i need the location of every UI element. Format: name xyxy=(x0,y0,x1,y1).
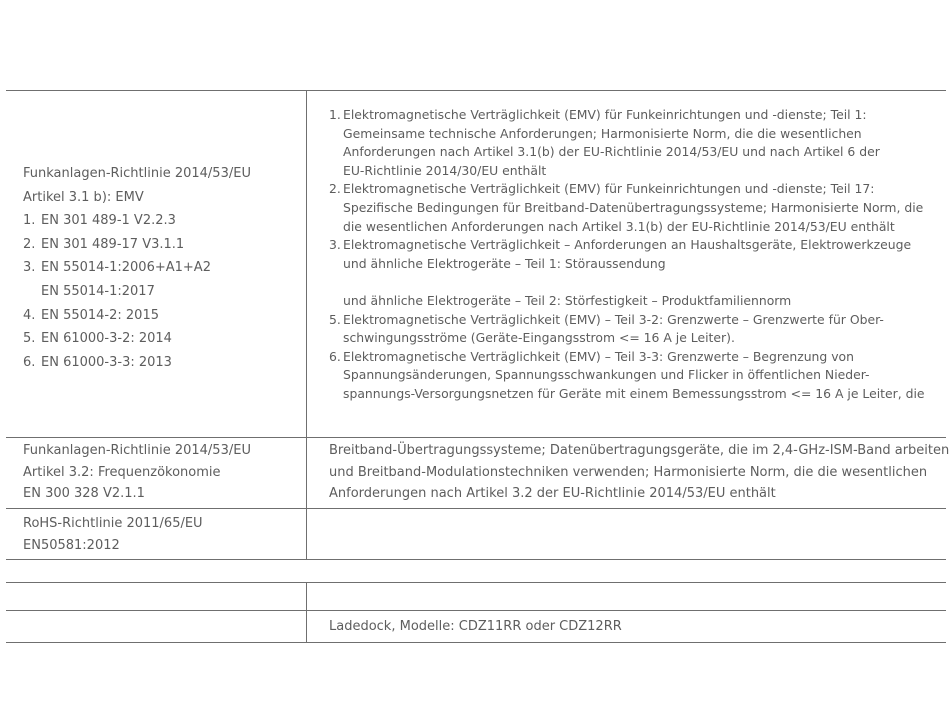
emv-standards-cell xyxy=(23,162,293,374)
list-item: EN 55014-1:2017 xyxy=(41,283,155,299)
emv-directive: Funkanlagen-Richtlinie 2014/53/EU xyxy=(23,166,251,181)
radio-standard: EN 300 328 V2.1.1 xyxy=(23,486,145,501)
emv-standards-list xyxy=(23,209,293,374)
list-item: 5. Elektromagnetische Verträglichkeit (EMV) – Teil 3-2: Grenzwerte – Grenzwerte für Ober- schwingungsströme (Geräte-Eingangsstrom <= 16 A je Leiter). xyxy=(329,311,884,346)
list-item: 5. EN 61000-3-2: 2014 xyxy=(23,331,172,347)
product-cell xyxy=(329,616,944,638)
list-item: 1. Elektromagnetische Verträglichkeit (EMV) für Funkeinrichtungen und -dienste; Teil 1: Gemeinsame technische Anforderungen; Harmonisierte Norm, die die wesentlichen Anforderungen nach Artikel 3.1(b) der EU-Richtlinie 2014/53/EU und nach Artikel 6 der EU-Richtlinie 2014/30/EU enthält xyxy=(329,107,880,178)
radio-description-cell: Breitband-Übertragungssysteme; Datenübertragungsgeräte, die im 2,4-GHz-ISM-Band arbeiten und Breitband-Modulationstechniken verwenden; Harmonisierte Norm, die die wesentlichen Anforderungen nach Artikel 3.2 der EU-Richtlinie 2014/53/EU enthält xyxy=(329,443,950,501)
emv-descriptions-cell xyxy=(329,106,944,404)
emv-article: Artikel 3.1 b): EMV xyxy=(23,189,144,205)
rohs-directive: RoHS-Richtlinie 2011/65/EU xyxy=(23,516,203,531)
row-divider xyxy=(6,582,946,583)
rohs-cell xyxy=(23,513,293,556)
row-divider xyxy=(6,610,946,611)
product-description: Ladedock, Modelle: CDZ11RR oder CDZ12RR xyxy=(329,619,622,634)
radio-standards-cell xyxy=(23,440,293,505)
column-divider xyxy=(306,582,307,643)
rohs-standard: EN50581:2012 xyxy=(23,537,120,553)
list-item: 3. EN 55014-1:2006+A1+A2 xyxy=(23,260,211,276)
list-item: 2. Elektromagnetische Verträglichkeit (EMV) für Funkeinrichtungen und -dienste; Teil 17: Spezifische Bedingungen für Breitband-Datenübertragungssysteme; Harmonisierte Norm, die die wesentlichen Anforderungen nach Artikel 3.1(b) der EU-Richtlinie 2014/53/EU enthält xyxy=(329,181,924,234)
list-item: 3. Elektromagnetische Verträglichkeit – Anforderungen an Haushaltsgeräte, Elektrowerkzeuge und ähnliche Elektrogeräte – Teil 1: Störaussendung xyxy=(329,237,912,271)
description-continuation: und ähnliche Elektrogeräte – Teil 2: Störfestigkeit – Produktfamiliennorm xyxy=(343,292,792,308)
row-divider xyxy=(6,437,946,438)
radio-directive: Funkanlagen-Richtlinie 2014/53/EU xyxy=(23,443,251,458)
row-divider xyxy=(6,508,946,509)
list-item: 6. Elektromagnetische Verträglichkeit (EMV) – Teil 3-3: Grenzwerte – Begrenzung von Spannungsänderungen, Spannungsschwankungen und Flicker in öffentlichen Nieder- spannungs-Versorgungsnetzen für Geräte mit einem Bemessungsstrom <= 16 A je Leiter, die xyxy=(329,348,925,401)
list-item: 2. EN 301 489-17 V3.1.1 xyxy=(23,236,185,252)
list-item: 1. EN 301 489-1 V2.2.3 xyxy=(23,213,176,229)
column-divider xyxy=(306,90,307,559)
list-item: 4. EN 55014-2: 2015 xyxy=(23,307,159,323)
row-divider xyxy=(6,642,946,643)
radio-article: Artikel 3.2: Frequenzökonomie xyxy=(23,464,221,480)
list-item: 6. EN 61000-3-3: 2013 xyxy=(23,354,172,370)
